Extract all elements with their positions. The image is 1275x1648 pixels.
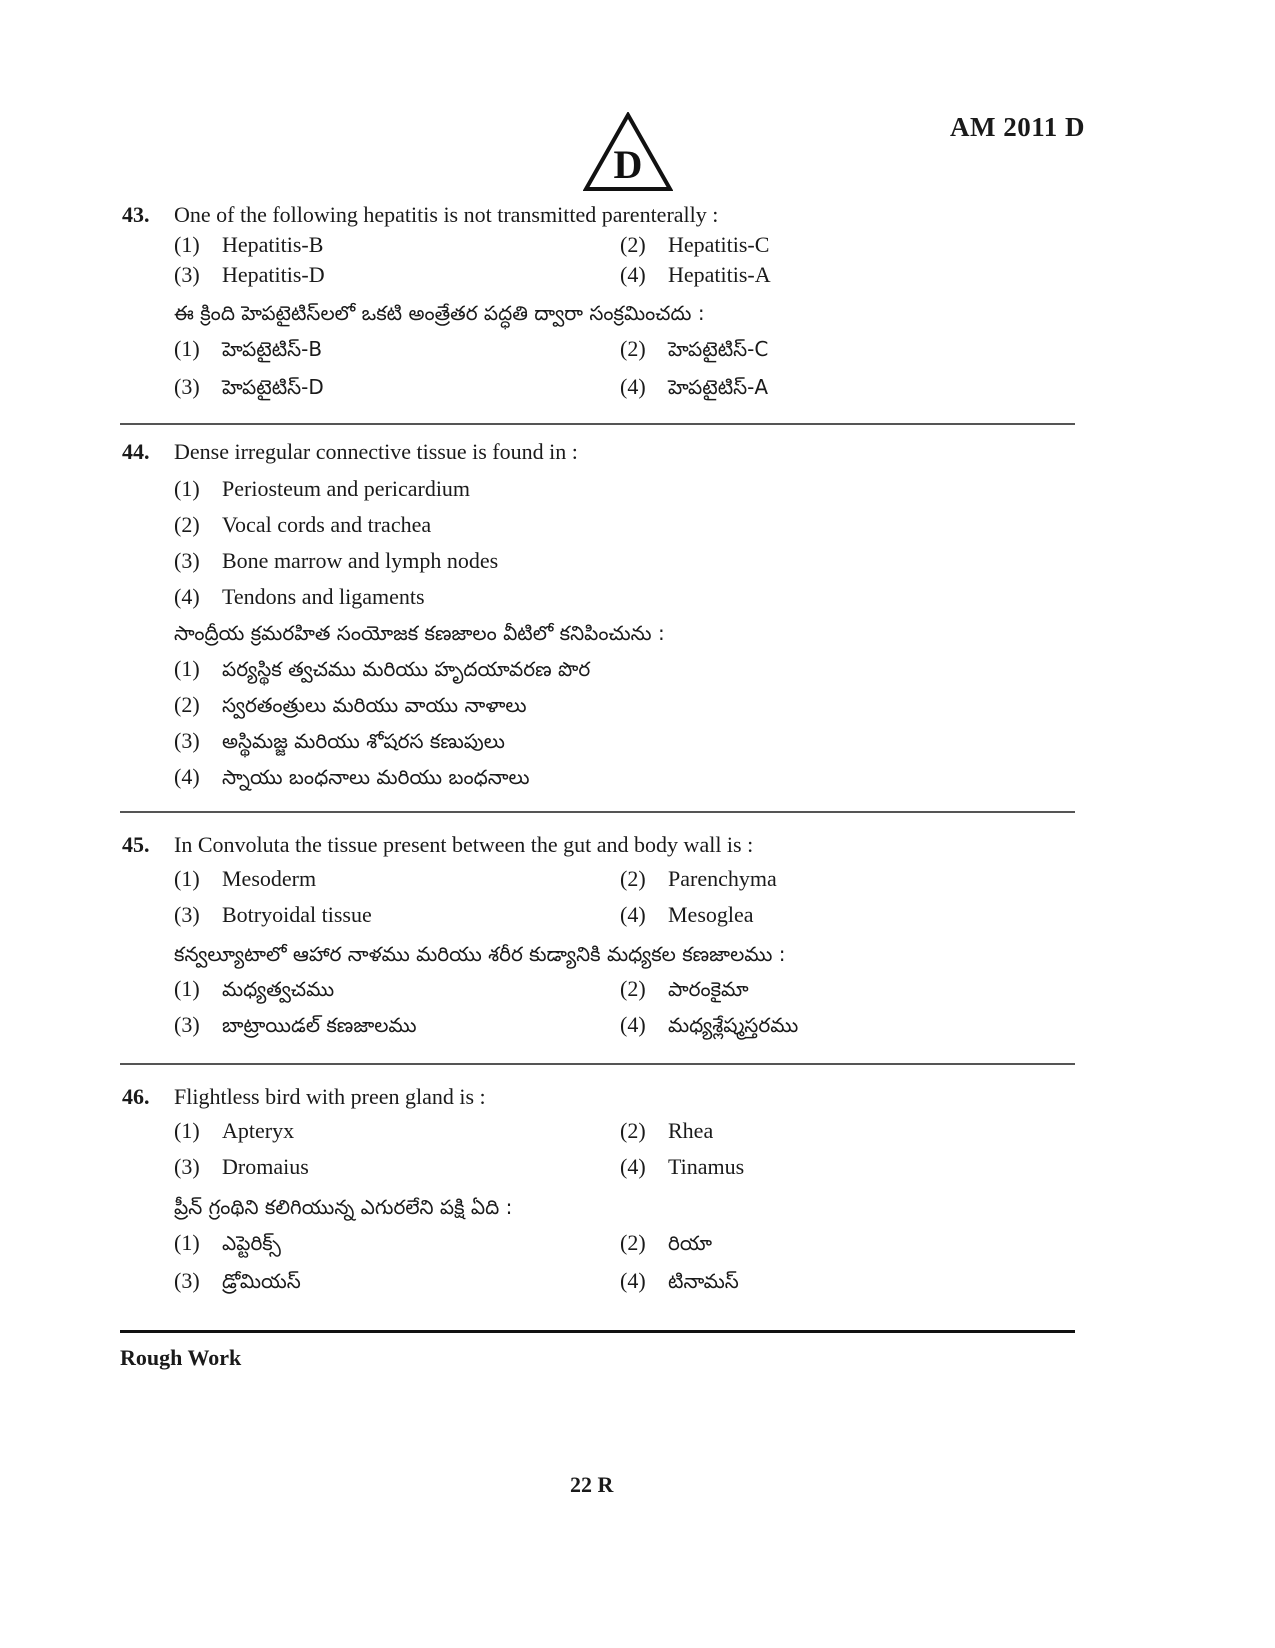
option-te-2[interactable]: (2) స్వరతంత్రులు మరియు వాయు నాళాలు: [174, 692, 527, 717]
booklet-series-letter: D: [613, 142, 643, 187]
page-number: 22 R: [570, 1472, 614, 1497]
option-te-1[interactable]: (1) ఎప్టెరిక్స్: [174, 1230, 281, 1255]
question-number: 43.: [122, 202, 150, 227]
option-te-2[interactable]: (2) రియా: [620, 1230, 712, 1255]
question-stem-te: ప్రీన్ గ్రంథిని కలిగియున్న ఎగురలేని పక్షి ఏది :: [174, 1195, 513, 1219]
option-1[interactable]: (1) Periosteum and pericardium: [174, 476, 471, 501]
option-te-1[interactable]: (1) మధ్యత్వచము: [174, 976, 335, 1001]
option-4[interactable]: (4) Tinamus: [620, 1154, 745, 1179]
option-te-3[interactable]: (3) బాట్రాయిడల్ కణజాలము: [174, 1012, 417, 1037]
option-1[interactable]: (1) Apteryx: [174, 1118, 295, 1143]
option-3[interactable]: (3) Bone marrow and lymph nodes: [174, 548, 499, 573]
option-2[interactable]: (2) Hepatitis-C: [620, 232, 770, 257]
option-2[interactable]: (2) Vocal cords and trachea: [174, 512, 432, 537]
rough-work-label: Rough Work: [120, 1345, 242, 1370]
option-te-2[interactable]: (2) హెపటైటిస్-C: [620, 336, 769, 361]
question-stem-en: 44. Dense irregular connective tissue is found in :: [122, 437, 1122, 471]
option-te-4[interactable]: (4) టినామస్: [620, 1268, 739, 1293]
option-te-3[interactable]: (3) హెపటైటిస్-D: [174, 374, 324, 399]
triangle-icon: [583, 112, 673, 192]
option-te-4[interactable]: (4) మధ్యశ్లేష్మస్తరము: [620, 1012, 799, 1037]
question-stem-te: సాంద్రీయ క్రమరహిత సంయోజక కణజాలం వీటిలో కనిపించును :: [174, 621, 665, 645]
option-4[interactable]: (4) Hepatitis-A: [620, 262, 771, 287]
paper-code: AM 2011 D: [950, 112, 1085, 142]
divider: [120, 811, 1075, 813]
divider: [120, 423, 1075, 425]
footer-divider: [120, 1330, 1075, 1333]
option-3[interactable]: (3) Hepatitis-D: [174, 262, 325, 287]
option-1[interactable]: (1) Hepatitis-B: [174, 232, 324, 257]
question-46: [122, 1082, 1122, 1304]
divider: [120, 1063, 1075, 1065]
question-number: 44.: [122, 439, 150, 464]
question-44: [122, 437, 1122, 795]
option-3[interactable]: (3) Dromaius: [174, 1154, 309, 1179]
question-number: 46.: [122, 1084, 150, 1109]
option-te-1[interactable]: (1) హెపటైటిస్-B: [174, 336, 323, 361]
option-te-3[interactable]: (3) డ్రోమియస్: [174, 1268, 301, 1293]
option-te-2[interactable]: (2) పారంకైమా: [620, 976, 749, 1001]
option-te-4[interactable]: (4) హెపటైటిస్-A: [620, 374, 769, 399]
option-4[interactable]: (4) Mesoglea: [620, 902, 754, 927]
question-stem-te: ఈ క్రింది హెపటైటిస్‌లలో ఒకటి అంత్రేతర పద్ధతి ద్వారా సంక్రమించదు :: [174, 301, 705, 325]
booklet-series-mark: [583, 112, 673, 192]
option-4[interactable]: (4) Tendons and ligaments: [174, 584, 425, 609]
option-te-4[interactable]: (4) స్నాయు బంధనాలు మరియు బంధనాలు: [174, 764, 530, 789]
question-stem-en: 46. Flightless bird with preen gland is :: [122, 1082, 1122, 1116]
option-2[interactable]: (2) Rhea: [620, 1118, 714, 1143]
option-te-1[interactable]: (1) పర్యస్థిక త్వచము మరియు హృదయావరణ పొర: [174, 656, 591, 681]
question-45: [122, 830, 1122, 1048]
question-stem-en: 45. In Convoluta the tissue present between the gut and body wall is :: [122, 830, 1122, 864]
question-stem-te: కన్వల్యూటాలో ఆహార నాళము మరియు శరీర కుడ్యానికి మధ్యకల కణజాలము :: [174, 942, 786, 966]
option-te-3[interactable]: (3) అస్థిమజ్జ మరియు శోషరస కణుపులు: [174, 728, 505, 753]
option-1[interactable]: (1) Mesoderm: [174, 866, 317, 891]
question-stem-en: 43. One of the following hepatitis is not transmitted parenterally :: [122, 200, 1122, 232]
question-43: [122, 200, 1122, 412]
option-2[interactable]: (2) Parenchyma: [620, 866, 777, 891]
question-number: 45.: [122, 832, 150, 857]
option-3[interactable]: (3) Botryoidal tissue: [174, 902, 372, 927]
